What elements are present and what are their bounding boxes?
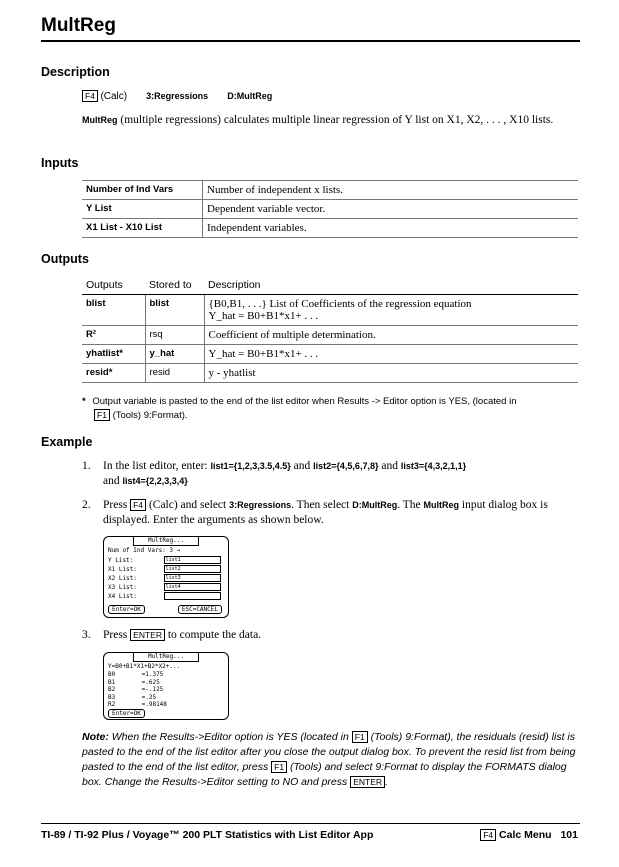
output-stored: blist (145, 295, 204, 326)
output-desc: Coefficient of multiple determination. (204, 326, 578, 345)
output-desc-line2: Y_hat = B0+B1*x1+ . . . (208, 310, 319, 322)
column-header: Outputs (82, 277, 145, 295)
field-value[interactable] (164, 592, 221, 600)
footnote-text-a: Output variable is pasted to the end of the list editor when Results -> Editor option is YES, (located in (92, 396, 517, 407)
num-ind-vars-row (108, 547, 180, 555)
page-title: MultReg (41, 15, 116, 36)
field-label: X1 List: (108, 565, 137, 573)
footnote-text-b: (Tools) 9:Format). (112, 410, 188, 421)
num-ind-vars-label: Num of Ind Vars: (108, 547, 166, 554)
column-header: Description (204, 277, 578, 295)
and-text: and (103, 475, 120, 487)
regressions-menu: 3:Regressions (146, 91, 209, 101)
result-row (108, 694, 156, 702)
result-label: B2 (108, 686, 116, 693)
enter-key-icon: ENTER (130, 629, 165, 641)
note-text-d: . (385, 776, 388, 788)
output-desc-line1: {B0,B1, . . .} List of Coefficients of the regression equation (208, 298, 472, 310)
num-ind-vars-value[interactable]: 3 → (169, 547, 181, 554)
dialog-title: MultReg... (133, 537, 199, 546)
f1-key-icon: F1 (352, 731, 368, 743)
multreg-input-dialog (103, 536, 229, 618)
table-row (82, 181, 578, 200)
column-header: Stored to (145, 277, 204, 295)
and-text: and (293, 460, 311, 472)
esc-cancel-label[interactable]: ESC=CANCEL (178, 605, 222, 614)
field-row (108, 583, 221, 591)
description-body: (multiple regressions) calculates multiple linear regression of Y list on X1, X2, . . . , X10 lists. (120, 114, 554, 126)
outputs-table (82, 277, 578, 383)
enter-ok-button[interactable] (108, 709, 145, 718)
step2-calc: (Calc) and select (148, 499, 227, 511)
field-label: Y List: (108, 556, 134, 564)
and-text: and (381, 460, 398, 472)
result-label: B0 (108, 671, 116, 678)
enter-ok-button[interactable] (108, 605, 145, 614)
enter-ok-label[interactable]: Enter=OK (108, 709, 145, 718)
outputs-footnote (82, 395, 578, 423)
multreg-cmd: D:MultReg (352, 500, 398, 510)
list3-cmd: list3={4,3,2,1,1} (400, 461, 467, 471)
input-name: Number of Ind Vars (82, 181, 203, 200)
footer-rule (41, 823, 580, 824)
result-value: =1.375 (141, 671, 164, 678)
output-name: R² (82, 326, 145, 345)
field-label: X2 List: (108, 574, 137, 582)
step1-intro: In the list editor, enter: (103, 460, 208, 472)
field-row (108, 574, 221, 582)
inputs-heading: Inputs (41, 156, 79, 170)
description-heading: Description (41, 65, 110, 79)
note-text-a: When the Results->Editor option is YES (located in (111, 731, 349, 743)
field-value[interactable]: list3 (164, 574, 221, 582)
field-label: X4 List: (108, 592, 137, 600)
step1-text (103, 459, 573, 489)
note-text-b: (Tools) 9:Format), the residuals (resid) list is pasted to the end of the list editor after you close the output dialog box. To prevent the resid list from being pasted to the end of the list editor, press (82, 731, 576, 773)
output-desc: y - yhatlist (204, 364, 578, 383)
regression-equation: Y=B0+B1*X1+B2*X2+... (108, 663, 181, 670)
output-stored: rsq (145, 326, 204, 345)
input-desc: Dependent variable vector. (203, 200, 579, 219)
step3-rest: to compute the data. (167, 629, 262, 641)
result-row (108, 686, 163, 694)
f4-key-icon: F4 (82, 90, 98, 102)
f4-key-icon: F4 (130, 499, 146, 511)
output-stored: resid (145, 364, 204, 383)
output-name: yhatlist* (82, 345, 145, 364)
note-label: Note: (82, 731, 109, 743)
footer-left: TI-89 / TI-92 Plus / Voyage™ 200 PLT Statistics with List Editor App (41, 829, 374, 841)
f1-key-icon: F1 (94, 409, 110, 421)
result-row (108, 701, 167, 709)
esc-cancel-button[interactable] (178, 605, 222, 614)
input-desc: Independent variables. (203, 219, 579, 238)
step2-text (103, 498, 573, 528)
result-label: R2 (108, 701, 116, 708)
table-row (82, 200, 578, 219)
result-row (108, 679, 160, 687)
step2-the: . The (397, 499, 421, 511)
description-text (82, 113, 572, 128)
dialog-title: MultReg... (133, 653, 199, 662)
multreg-output-dialog (103, 652, 229, 720)
step3-text (103, 628, 573, 643)
calc-label: (Calc) (100, 91, 128, 102)
input-name: Y List (82, 200, 203, 219)
field-row (108, 565, 221, 573)
footer-section: Calc Menu (499, 829, 552, 841)
result-label: B3 (108, 693, 116, 701)
example-heading: Example (41, 435, 93, 449)
outputs-heading: Outputs (41, 252, 89, 266)
note-paragraph (82, 730, 580, 790)
multreg-name: MultReg (423, 500, 460, 510)
inputs-table (82, 180, 578, 238)
result-value: =.98148 (141, 701, 167, 708)
field-value[interactable]: list4 (164, 583, 221, 591)
field-value[interactable]: list2 (164, 565, 221, 573)
table-row (82, 295, 578, 326)
table-row (82, 326, 578, 345)
table-row (82, 345, 578, 364)
page-number: 101 (560, 829, 578, 841)
list4-cmd: list4={2,2,3,3,4} (122, 476, 188, 486)
table-row (82, 364, 578, 383)
output-name: resid* (82, 364, 145, 383)
f4-key-icon: F4 (480, 829, 496, 841)
input-name: X1 List - X10 List (82, 219, 203, 238)
list1-cmd: list1={1,2,3,3.5,4.5} (210, 461, 291, 471)
step2-press: Press (103, 499, 128, 511)
f1-key-icon: F1 (271, 761, 287, 773)
multreg-name: MultReg (82, 115, 118, 125)
field-row (108, 556, 221, 564)
field-row (108, 592, 221, 600)
result-row (108, 671, 163, 679)
step3-number: 3. (82, 629, 91, 641)
step2-then: . Then select (291, 499, 350, 511)
output-desc (204, 295, 578, 326)
result-value: =.25 (141, 693, 157, 701)
menu-path (82, 90, 272, 102)
title-rule (41, 40, 580, 42)
footnote-star: * (82, 396, 86, 407)
list2-cmd: list2={4,5,6,7,8} (313, 461, 379, 471)
field-value[interactable]: list1 (164, 556, 221, 564)
input-desc: Number of independent x lists. (203, 181, 579, 200)
result-label: B1 (108, 678, 116, 686)
enter-ok-label[interactable]: Enter=OK (108, 605, 145, 614)
step1-number: 1. (82, 460, 91, 472)
step3-press: Press (103, 629, 128, 641)
result-value: =-.125 (141, 686, 164, 693)
footer-right (480, 829, 578, 841)
table-header-row (82, 277, 578, 295)
note-text-c: (Tools) and select 9:Format to display the FORMATS dialog box. Change the Results->Editor setting to NO and press (82, 761, 567, 788)
regressions-cmd: 3:Regressions (229, 500, 292, 510)
output-name: blist (82, 295, 145, 326)
table-row (82, 219, 578, 238)
result-value: =.625 (141, 678, 160, 686)
enter-key-icon: ENTER (350, 776, 385, 788)
output-desc: Y_hat = B0+B1*x1+ . . . (204, 345, 578, 364)
step2-number: 2. (82, 499, 91, 511)
field-label: X3 List: (108, 583, 137, 591)
step2-rest: input dialog box is displayed. Enter the arguments as shown below. (103, 499, 548, 526)
multreg-menu: D:MultReg (227, 91, 273, 101)
output-stored: y_hat (145, 345, 204, 364)
